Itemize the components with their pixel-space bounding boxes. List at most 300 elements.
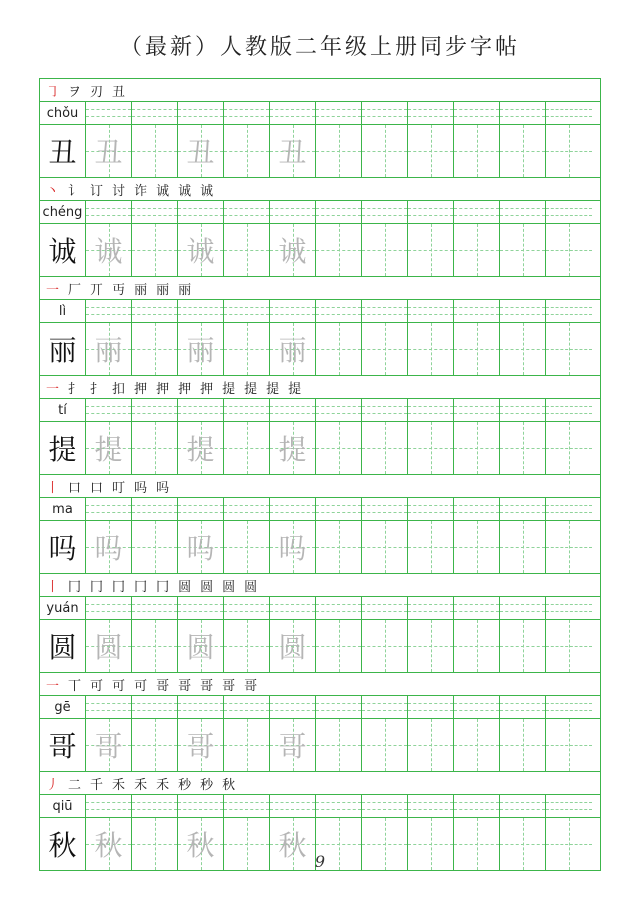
horizontal-guide-line (408, 448, 453, 449)
pinyin-guide-line (86, 109, 131, 110)
model-character-cell (40, 620, 86, 672)
horizontal-guide-line (362, 151, 407, 152)
blank-practice-cell (500, 521, 546, 573)
pinyin-guide-line (500, 611, 545, 612)
pinyin-row (40, 597, 600, 620)
stroke-step: 丽 (156, 282, 170, 298)
pinyin-guide-line (86, 611, 131, 612)
pinyin-cell (178, 102, 224, 124)
pinyin-guide-line (224, 611, 269, 612)
trace-character: 丽 (94, 334, 123, 367)
pinyin-cell (408, 795, 454, 817)
pinyin-guide-line (316, 413, 361, 414)
blank-practice-cell (362, 719, 408, 771)
pinyin-guide-line (270, 413, 315, 414)
stroke-step: 哥 (244, 678, 258, 694)
blank-practice-cell (500, 422, 546, 474)
pinyin-label: tí (40, 399, 86, 421)
character-block (40, 277, 600, 376)
pinyin-cell (224, 300, 270, 322)
horizontal-guide-line (132, 448, 177, 449)
pinyin-guide-line (270, 703, 315, 704)
trace-character-cell (178, 125, 224, 177)
pinyin-guide-line (362, 611, 407, 612)
character-block (40, 475, 600, 574)
pinyin-cell (454, 498, 500, 520)
stroke-step: 叮 (112, 480, 126, 496)
horizontal-guide-line (454, 151, 499, 152)
stroke-step: 诚 (178, 183, 192, 199)
horizontal-guide-line (224, 745, 269, 746)
blank-practice-cell (316, 125, 362, 177)
blank-practice-cell (546, 719, 592, 771)
stroke-step: 冂 (112, 579, 126, 595)
pinyin-guide-line (500, 604, 545, 605)
blank-practice-cell (316, 323, 362, 375)
pinyin-guide-line (270, 109, 315, 110)
pinyin-guide-line (362, 505, 407, 506)
horizontal-guide-line (454, 547, 499, 548)
pinyin-cell (132, 795, 178, 817)
pinyin-guide-line (546, 809, 592, 810)
model-character: 秋 (48, 829, 77, 862)
pinyin-guide-line (132, 512, 177, 513)
stroke-step: 一 (46, 678, 60, 694)
trace-character: 吗 (278, 532, 307, 565)
pinyin-cell (362, 399, 408, 421)
stroke-step: 丏 (112, 282, 126, 298)
pinyin-cell (224, 696, 270, 718)
stroke-step: 一 (46, 282, 60, 298)
pinyin-label: chéng (40, 201, 86, 223)
blank-practice-cell (546, 422, 592, 474)
horizontal-guide-line (454, 745, 499, 746)
pinyin-cell (86, 399, 132, 421)
pinyin-guide-line (178, 512, 223, 513)
pinyin-guide-line (500, 307, 545, 308)
pinyin-guide-line (270, 710, 315, 711)
pinyin-guide-line (454, 809, 499, 810)
horizontal-guide-line (408, 745, 453, 746)
trace-character: 诚 (94, 235, 123, 268)
blank-practice-cell (132, 224, 178, 276)
pinyin-cell (86, 300, 132, 322)
blank-practice-cell (500, 125, 546, 177)
pinyin-cell (546, 498, 592, 520)
blank-practice-cell (454, 521, 500, 573)
stroke-step: 刃 (90, 84, 104, 100)
horizontal-guide-line (224, 250, 269, 251)
trace-character: 秋 (94, 829, 123, 862)
pinyin-guide-line (270, 307, 315, 308)
pinyin-row (40, 201, 600, 224)
blank-practice-cell (132, 521, 178, 573)
writing-row (40, 323, 600, 376)
stroke-step: 提 (222, 381, 236, 397)
pinyin-guide-line (86, 116, 131, 117)
model-character: 丑 (48, 136, 77, 169)
pinyin-guide-line (454, 512, 499, 513)
pinyin-guide-line (316, 512, 361, 513)
pinyin-cell (454, 795, 500, 817)
pinyin-label: gē (40, 696, 86, 718)
horizontal-guide-line (362, 844, 407, 845)
pinyin-guide-line (86, 710, 131, 711)
stroke-step: 可 (134, 678, 148, 694)
horizontal-guide-line (546, 844, 592, 845)
pinyin-guide-line (224, 215, 269, 216)
pinyin-row (40, 300, 600, 323)
pinyin-cell (132, 102, 178, 124)
character-block (40, 376, 600, 475)
horizontal-guide-line (546, 349, 592, 350)
horizontal-guide-line (408, 250, 453, 251)
pinyin-guide-line (316, 604, 361, 605)
blank-practice-cell (500, 620, 546, 672)
writing-row (40, 620, 600, 673)
horizontal-guide-line (316, 250, 361, 251)
horizontal-guide-line (362, 250, 407, 251)
pinyin-guide-line (270, 611, 315, 612)
stroke-step: 可 (112, 678, 126, 694)
pinyin-cell (500, 201, 546, 223)
trace-character: 哥 (278, 730, 307, 763)
pinyin-guide-line (408, 307, 453, 308)
pinyin-cell (546, 399, 592, 421)
pinyin-cell (132, 498, 178, 520)
pinyin-guide-line (546, 215, 592, 216)
pinyin-guide-line (270, 208, 315, 209)
pinyin-cell (362, 201, 408, 223)
horizontal-guide-line (362, 547, 407, 548)
pinyin-guide-line (132, 703, 177, 704)
pinyin-guide-line (224, 512, 269, 513)
stroke-order-row (40, 79, 600, 102)
pinyin-guide-line (316, 703, 361, 704)
horizontal-guide-line (500, 250, 545, 251)
blank-practice-cell (408, 719, 454, 771)
pinyin-guide-line (546, 116, 592, 117)
trace-character: 提 (278, 433, 307, 466)
blank-practice-cell (454, 323, 500, 375)
pinyin-cell (408, 399, 454, 421)
blank-practice-cell (224, 719, 270, 771)
pinyin-cell (362, 696, 408, 718)
pinyin-guide-line (132, 604, 177, 605)
pinyin-guide-line (224, 604, 269, 605)
pinyin-guide-line (362, 109, 407, 110)
pinyin-cell (178, 696, 224, 718)
pinyin-guide-line (178, 406, 223, 407)
pinyin-guide-line (224, 208, 269, 209)
pinyin-guide-line (224, 505, 269, 506)
pinyin-row (40, 795, 600, 818)
blank-practice-cell (224, 125, 270, 177)
pinyin-cell (362, 795, 408, 817)
pinyin-cell (546, 201, 592, 223)
horizontal-guide-line (546, 250, 592, 251)
stroke-step: 哥 (200, 678, 214, 694)
pinyin-guide-line (454, 802, 499, 803)
horizontal-guide-line (500, 844, 545, 845)
pinyin-cell (316, 300, 362, 322)
stroke-step: 口 (90, 480, 104, 496)
pinyin-cell (408, 102, 454, 124)
pinyin-guide-line (408, 809, 453, 810)
pinyin-cell (178, 201, 224, 223)
stroke-step: 冂 (156, 579, 170, 595)
blank-practice-cell (454, 620, 500, 672)
pinyin-cell (316, 399, 362, 421)
stroke-step: 圆 (200, 579, 214, 595)
horizontal-guide-line (224, 844, 269, 845)
pinyin-cell (224, 201, 270, 223)
pinyin-guide-line (86, 809, 131, 810)
stroke-step: 订 (90, 183, 104, 199)
pinyin-guide-line (362, 604, 407, 605)
stroke-step: 禾 (112, 777, 126, 793)
pinyin-guide-line (86, 413, 131, 414)
stroke-order-row (40, 277, 600, 300)
horizontal-guide-line (362, 448, 407, 449)
pinyin-cell (408, 201, 454, 223)
pinyin-guide-line (408, 512, 453, 513)
character-block (40, 673, 600, 772)
pinyin-cell (178, 597, 224, 619)
pinyin-guide-line (132, 314, 177, 315)
pinyin-guide-line (270, 802, 315, 803)
stroke-step: 丽 (178, 282, 192, 298)
pinyin-cell (224, 597, 270, 619)
blank-practice-cell (316, 224, 362, 276)
pinyin-guide-line (454, 314, 499, 315)
horizontal-guide-line (362, 646, 407, 647)
stroke-step: 秒 (200, 777, 214, 793)
blank-practice-cell (362, 323, 408, 375)
blank-practice-cell (408, 323, 454, 375)
pinyin-guide-line (178, 809, 223, 810)
pinyin-cell (454, 597, 500, 619)
pinyin-cell (316, 696, 362, 718)
pinyin-cell (316, 102, 362, 124)
pinyin-guide-line (408, 406, 453, 407)
pinyin-guide-line (454, 710, 499, 711)
horizontal-guide-line (454, 646, 499, 647)
writing-row (40, 224, 600, 277)
stroke-step: 禾 (156, 777, 170, 793)
pinyin-cell (408, 597, 454, 619)
horizontal-guide-line (408, 349, 453, 350)
pinyin-guide-line (224, 802, 269, 803)
blank-practice-cell (362, 224, 408, 276)
pinyin-cell (316, 498, 362, 520)
pinyin-guide-line (224, 116, 269, 117)
stroke-step: 厂 (68, 282, 82, 298)
trace-character-cell (270, 521, 316, 573)
pinyin-guide-line (500, 109, 545, 110)
pinyin-cell (546, 696, 592, 718)
pinyin-cell (500, 102, 546, 124)
pinyin-label: yuán (40, 597, 86, 619)
character-block (40, 178, 600, 277)
pinyin-guide-line (362, 802, 407, 803)
pinyin-cell (546, 300, 592, 322)
horizontal-guide-line (316, 349, 361, 350)
pinyin-cell (270, 498, 316, 520)
horizontal-guide-line (408, 547, 453, 548)
page-number: 9 (314, 852, 326, 871)
pinyin-guide-line (316, 710, 361, 711)
stroke-step: 丽 (134, 282, 148, 298)
horizontal-guide-line (362, 349, 407, 350)
horizontal-guide-line (224, 151, 269, 152)
blank-practice-cell (408, 521, 454, 573)
blank-practice-cell (500, 224, 546, 276)
pinyin-guide-line (500, 413, 545, 414)
pinyin-guide-line (86, 703, 131, 704)
trace-character-cell (178, 422, 224, 474)
blank-practice-cell (408, 620, 454, 672)
stroke-order-row (40, 673, 600, 696)
pinyin-guide-line (454, 406, 499, 407)
stroke-step: 诈 (134, 183, 148, 199)
pinyin-cell (454, 201, 500, 223)
page-title: （最新）人教版二年级上册同步字帖 (119, 35, 520, 60)
stroke-order-row (40, 475, 600, 498)
trace-character-cell (270, 422, 316, 474)
pinyin-cell (224, 102, 270, 124)
trace-character-cell (178, 719, 224, 771)
blank-practice-cell (408, 125, 454, 177)
pinyin-cell (316, 597, 362, 619)
stroke-step: 提 (288, 381, 302, 397)
blank-practice-cell (316, 521, 362, 573)
stroke-step: 丿 (46, 777, 60, 793)
blank-practice-cell (224, 521, 270, 573)
pinyin-cell (270, 201, 316, 223)
pinyin-guide-line (546, 406, 592, 407)
blank-practice-cell (132, 719, 178, 771)
horizontal-guide-line (132, 844, 177, 845)
pinyin-guide-line (454, 215, 499, 216)
blank-practice-cell (224, 620, 270, 672)
stroke-step: 可 (90, 678, 104, 694)
trace-character: 丑 (94, 136, 123, 169)
pinyin-guide-line (178, 208, 223, 209)
trace-character-cell (270, 620, 316, 672)
pinyin-guide-line (86, 604, 131, 605)
trace-character-cell (86, 323, 132, 375)
stroke-step: 诚 (156, 183, 170, 199)
stroke-step: 秋 (222, 777, 236, 793)
horizontal-guide-line (408, 646, 453, 647)
pinyin-cell (454, 102, 500, 124)
stroke-step: 禾 (134, 777, 148, 793)
blank-practice-cell (132, 323, 178, 375)
pinyin-label: chǒu (40, 102, 86, 124)
pinyin-guide-line (454, 604, 499, 605)
pinyin-guide-line (86, 512, 131, 513)
pinyin-guide-line (178, 109, 223, 110)
pinyin-cell (500, 696, 546, 718)
pinyin-guide-line (86, 215, 131, 216)
trace-character: 丑 (278, 136, 307, 169)
stroke-step: 丶 (46, 183, 60, 199)
pinyin-guide-line (362, 307, 407, 308)
model-character: 提 (48, 433, 77, 466)
pinyin-cell (86, 102, 132, 124)
pinyin-cell (362, 102, 408, 124)
stroke-order-row (40, 772, 600, 795)
pinyin-guide-line (546, 307, 592, 308)
pinyin-guide-line (316, 109, 361, 110)
pinyin-guide-line (500, 208, 545, 209)
pinyin-guide-line (408, 703, 453, 704)
blank-practice-cell (316, 620, 362, 672)
horizontal-guide-line (132, 547, 177, 548)
stroke-step: 一 (46, 381, 60, 397)
model-character-cell (40, 224, 86, 276)
pinyin-guide-line (316, 802, 361, 803)
pinyin-guide-line (500, 710, 545, 711)
pinyin-cell (86, 696, 132, 718)
stroke-step: 千 (90, 777, 104, 793)
pinyin-guide-line (408, 208, 453, 209)
pinyin-guide-line (362, 809, 407, 810)
stroke-step: 冂 (68, 579, 82, 595)
pinyin-guide-line (270, 116, 315, 117)
horizontal-guide-line (454, 448, 499, 449)
pinyin-cell (546, 597, 592, 619)
stroke-step: 冂 (134, 579, 148, 595)
horizontal-guide-line (316, 646, 361, 647)
trace-character: 圆 (186, 631, 215, 664)
pinyin-guide-line (408, 611, 453, 612)
trace-character: 诚 (186, 235, 215, 268)
pinyin-guide-line (408, 802, 453, 803)
stroke-step: 押 (156, 381, 170, 397)
blank-practice-cell (454, 224, 500, 276)
pinyin-cell (132, 201, 178, 223)
pinyin-cell (224, 498, 270, 520)
horizontal-guide-line (454, 349, 499, 350)
pinyin-guide-line (362, 314, 407, 315)
trace-character: 丽 (186, 334, 215, 367)
pinyin-guide-line (132, 809, 177, 810)
model-character: 圆 (48, 631, 77, 664)
pinyin-guide-line (500, 703, 545, 704)
pinyin-guide-line (132, 611, 177, 612)
pinyin-guide-line (500, 809, 545, 810)
blank-practice-cell (454, 125, 500, 177)
pinyin-guide-line (224, 413, 269, 414)
pinyin-guide-line (546, 802, 592, 803)
stroke-step: 冂 (90, 579, 104, 595)
pinyin-cell (86, 498, 132, 520)
horizontal-guide-line (224, 448, 269, 449)
horizontal-guide-line (316, 547, 361, 548)
stroke-step: 丨 (46, 480, 60, 496)
stroke-step: 哥 (178, 678, 192, 694)
pinyin-guide-line (362, 208, 407, 209)
pinyin-guide-line (316, 215, 361, 216)
pinyin-guide-line (408, 604, 453, 605)
pinyin-guide-line (270, 505, 315, 506)
stroke-step: 讨 (112, 183, 126, 199)
pinyin-cell (178, 300, 224, 322)
horizontal-guide-line (500, 547, 545, 548)
pinyin-guide-line (178, 802, 223, 803)
